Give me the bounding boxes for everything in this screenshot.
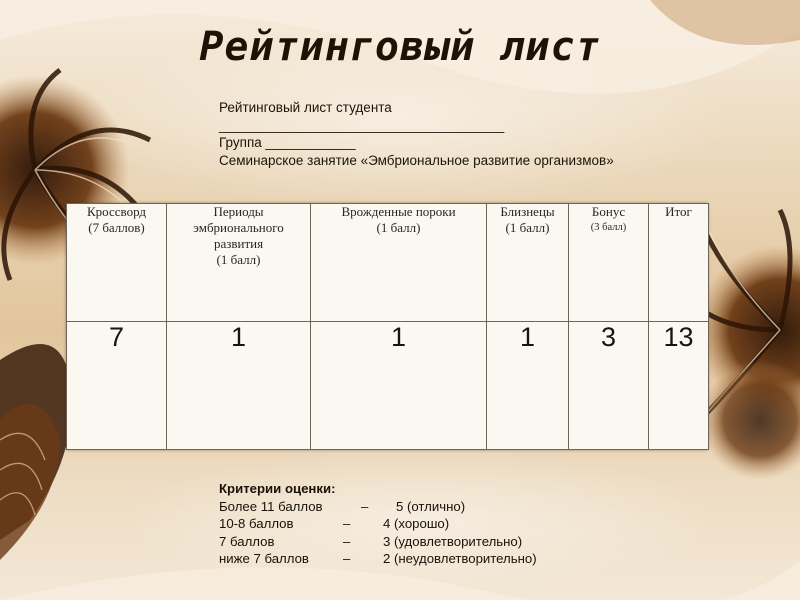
criteria-dash: – [343, 516, 351, 531]
criteria-dash: – [343, 551, 351, 566]
header-cell-bonus [569, 204, 649, 322]
criteria-row [219, 533, 599, 551]
criteria-row [219, 498, 599, 516]
bottom-left-ornament-icon [0, 344, 72, 560]
score-cell-crossword: 7 [67, 322, 167, 450]
header-cell-defects [311, 204, 487, 322]
header-cell-periods [167, 204, 311, 322]
header-name: Периоды эмбрионального развития [193, 204, 284, 251]
header-note: (1 балл) [505, 220, 550, 235]
student-info [219, 99, 759, 169]
info-line-group: Группа ____________ [219, 135, 356, 150]
header-name: Близнецы [500, 204, 555, 219]
header-note: (1 балл) [216, 252, 261, 267]
header-note: (1 балл) [376, 220, 421, 235]
header-note: (7 баллов) [88, 220, 145, 235]
criteria-dash: – [361, 498, 369, 514]
page-title: Рейтинговый лист [199, 24, 601, 70]
criteria-grade: 2 (неудовлетворительно) [383, 551, 537, 566]
rating-table [66, 203, 709, 450]
criteria-grade: 4 (хорошо) [383, 516, 450, 531]
header-cell-crossword [67, 204, 167, 322]
header-cell-twins [487, 204, 569, 322]
header-name: Кроссворд [86, 204, 147, 219]
criteria-row [219, 550, 599, 568]
score-cell-total: 13 [649, 322, 709, 450]
criteria-range: ниже 7 баллов [219, 551, 309, 566]
criteria-range: Более 11 баллов [219, 498, 323, 514]
header-cell-total [649, 204, 709, 322]
header-name: Врожденные пороки [341, 204, 456, 219]
criteria-grade: 5 (отлично) [396, 498, 466, 514]
criteria-range: 10-8 баллов [219, 516, 294, 531]
header-note: (3 балл) [590, 222, 627, 233]
header-name: Бонус [591, 204, 626, 219]
criteria-heading: Критерии оценки: [219, 481, 336, 496]
score-cell-twins: 1 [487, 322, 569, 450]
score-cell-periods: 1 [167, 322, 311, 450]
criteria-dash: – [343, 533, 351, 549]
grading-criteria [219, 480, 599, 568]
rating-table-container [66, 203, 708, 450]
table-row [67, 322, 709, 450]
score-cell-defects: 1 [311, 322, 487, 450]
score-cell-bonus: 3 [569, 322, 649, 450]
criteria-range: 7 баллов [219, 533, 275, 549]
info-line-blank: ______________________________________ [219, 117, 505, 133]
table-header-row [67, 204, 709, 322]
header-name: Итог [665, 204, 692, 219]
criteria-grade: 3 (удовлетворительно) [383, 533, 523, 549]
criteria-row [219, 515, 599, 533]
info-line-seminar: Семинарское занятие «Эмбриональное развитие организмов» [219, 152, 614, 168]
info-line-student: Рейтинговый лист студента [219, 100, 392, 115]
